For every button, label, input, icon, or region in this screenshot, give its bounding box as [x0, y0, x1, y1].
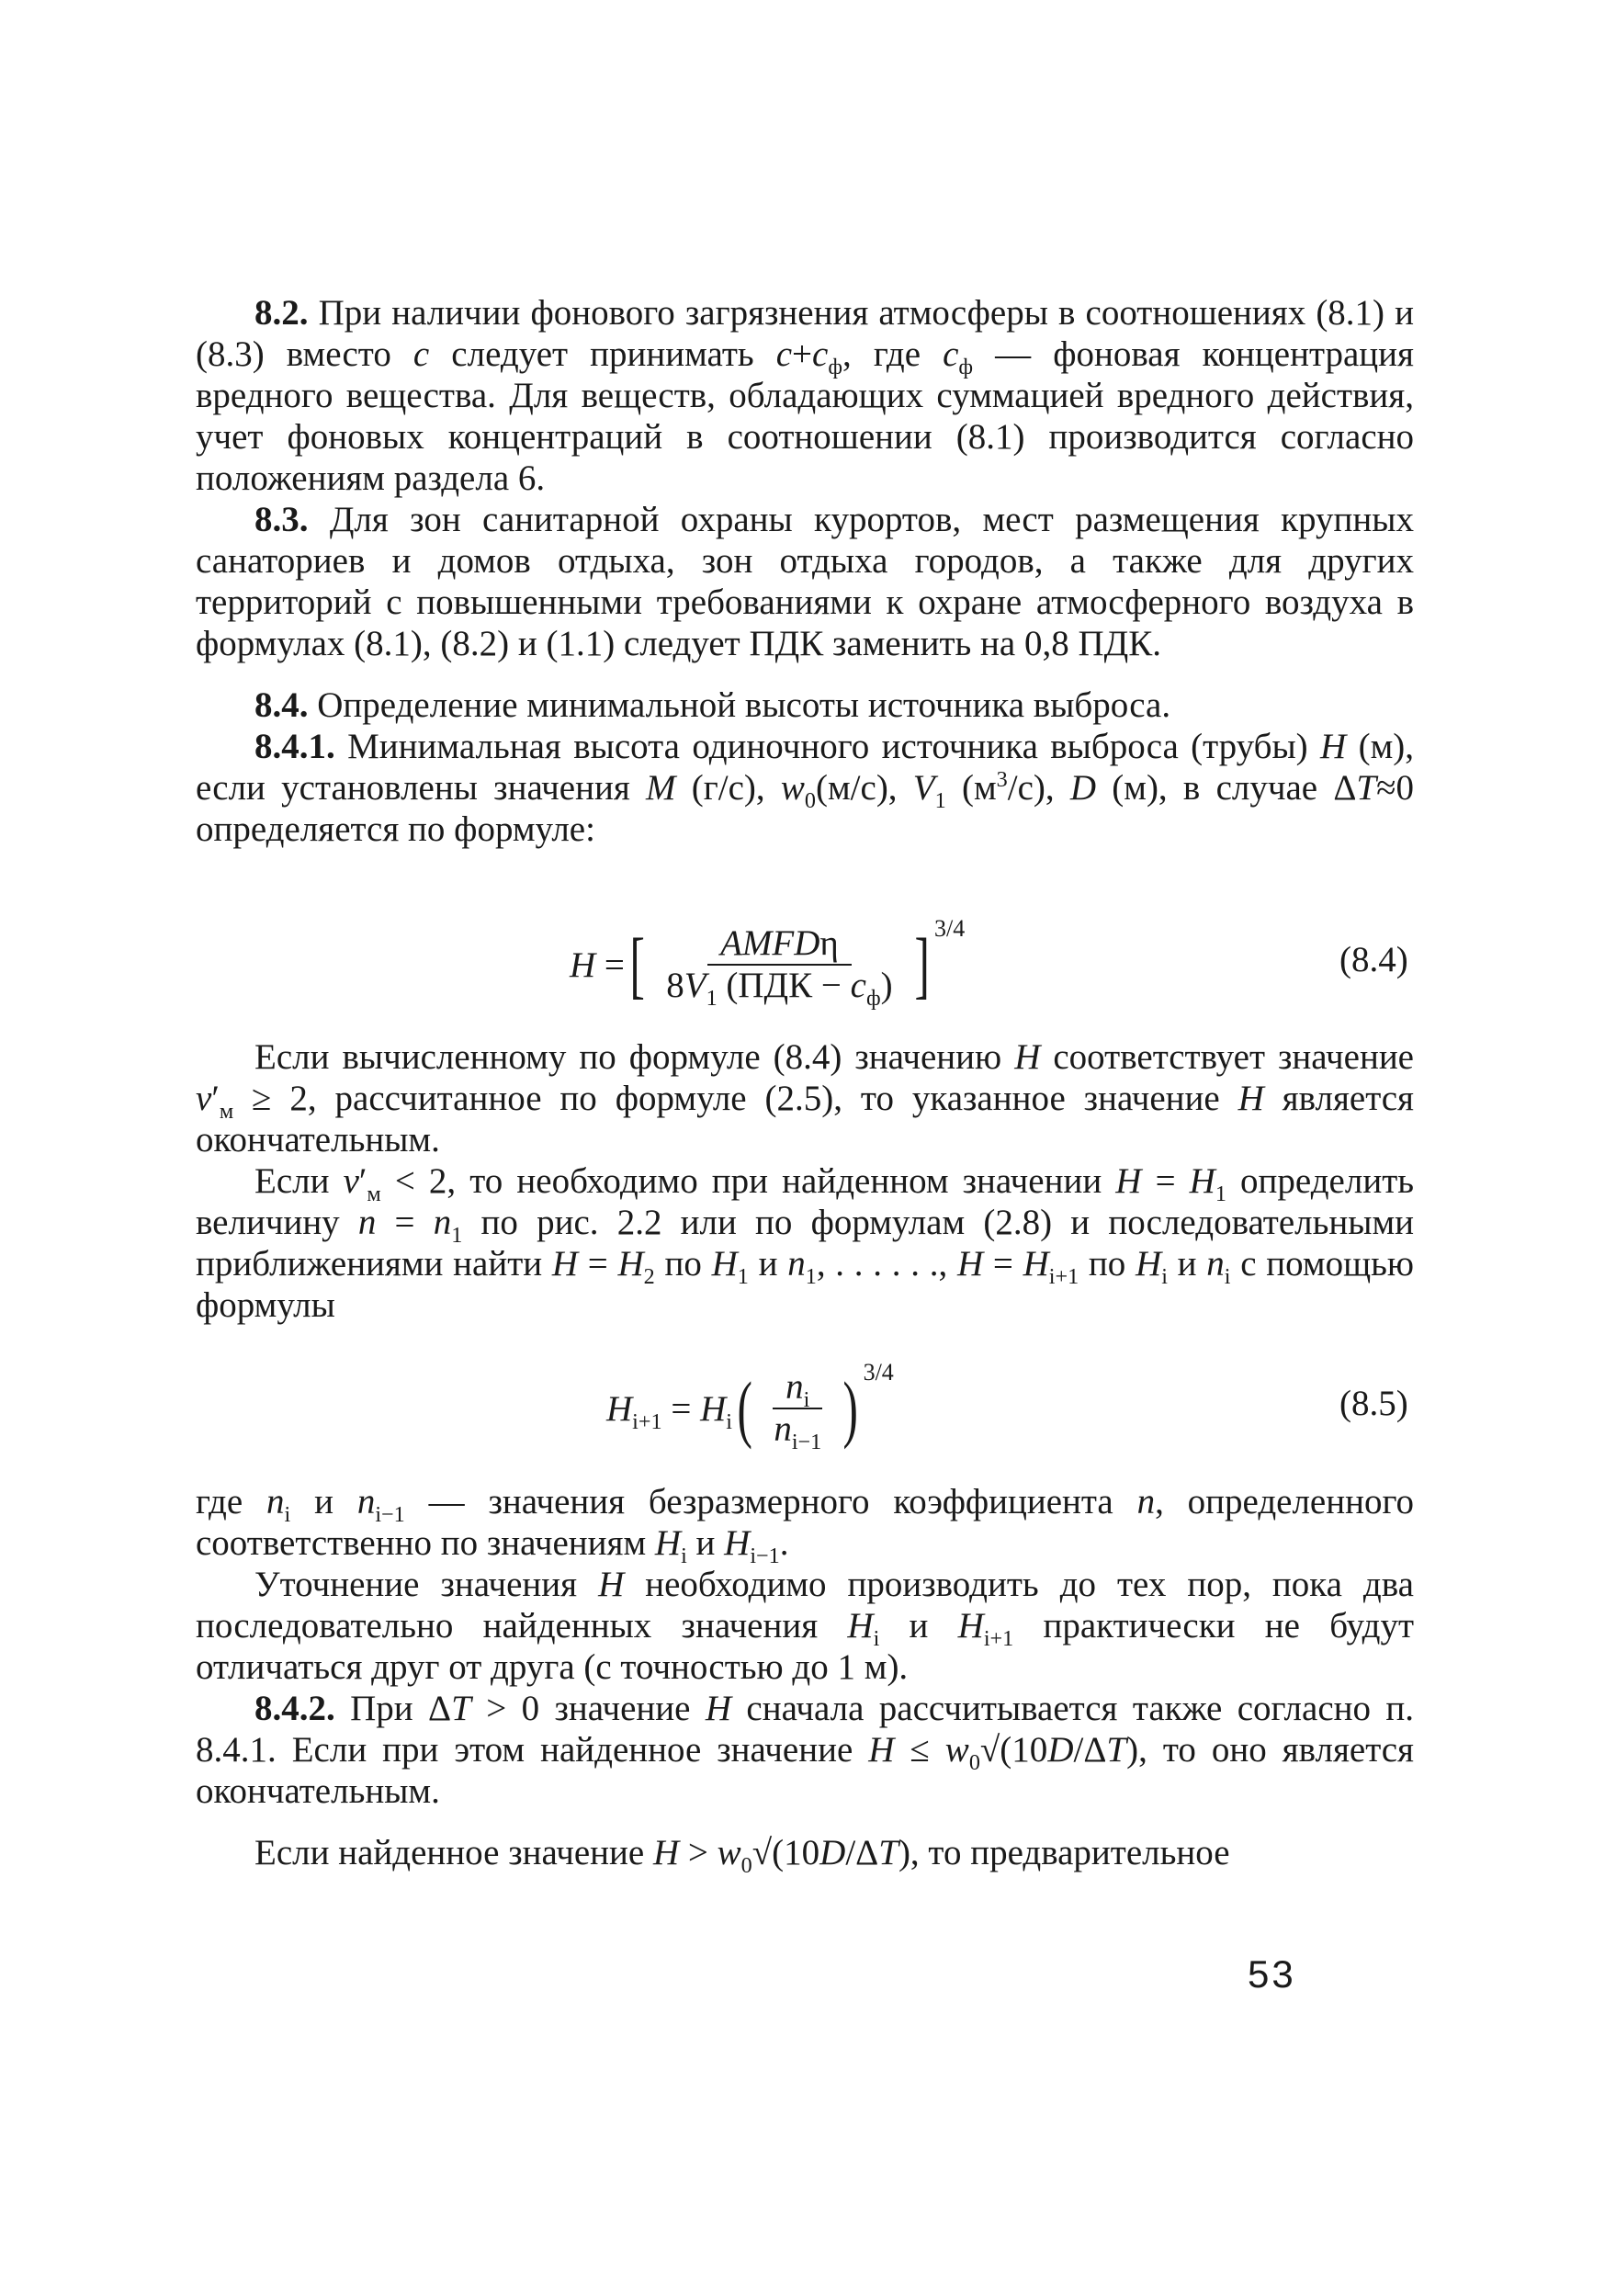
paragraph-where: где $n_i$ и $n_{i-1}$ — значения безразмерного коэффициента n, определенного соответственно по значениям $H_i$ и $H_{i-1}$. — [196, 1482, 1415, 1568]
formula-8-4-numerator: AMFDη — [707, 923, 852, 966]
paragraph-after-8-4: Если вычисленному по формуле (8.4) значению H соответствует значение $v'_м \ge 2$, рассчитанное по формуле (2.5), то указанное значение H является окончательным. — [196, 1037, 1414, 1159]
body-text-top — [196, 292, 1414, 850]
body-text-middle — [196, 1036, 1414, 1326]
equation-number-8-5: (8.5) — [1339, 1384, 1408, 1423]
paragraph-8-3: 8.3. Для зон санитарной охраны курортов, мест размещения крупных санаториев и домов отдыха, зон отдыха городов, а также для других территорий с повышенными требованиями к охране атмосферного воздуха в формулах (8.1), (8.2) и (1.1) следует ПДК заменить на 0,8 ПДК. — [196, 500, 1414, 663]
paragraph-8-4-2: 8.4.2. При ΔT > 0 значение H сначала рассчитывается также согласно п. 8.4.1. Если при этом найденное значение $H \le w_0√(10D/\Delta T)$, то оно является окончательным. — [196, 1689, 1415, 1811]
body-text-bottom — [196, 1481, 1415, 1878]
paragraph-v-less-2: Если $v'_м < 2$, то необходимо при найденном значении $H = H_1$ определить величину $n = n_1$ по рис. 2.2 или по формулам (2.8) и последовательными приближениями найти $H = H_2$ по $H_1$ и $n_1$, . . . . . ., $H = H_{i+1}$ по $H_i$ и $n_i$ с помощью формулы — [196, 1161, 1415, 1325]
formula-8-4: H = [ $\frac{\text{AMFDη}}{8V_1 (ПДК - c_ф)}$ ] 3/4 — [570, 915, 966, 1011]
formula-8-5: $H_{i+1} = H_i$ ( $\frac{n_i}{n_{i-1}}$ ) 3/4 — [606, 1359, 894, 1454]
formula-8-4-denominator: $8V_1$ $(ПДК - c_ф)$ — [666, 966, 893, 1011]
page-number: 53 — [1248, 1952, 1296, 1996]
equation-number-8-4: (8.4) — [1339, 940, 1408, 979]
heading-8-4: 8.4. Определение минимальной высоты источника выброса. — [254, 685, 1171, 725]
paragraph-8-4-1: 8.4.1. Минимальная высота одиночного источника выброса (трубы) H (м), если установлены значения M (г/с), $w_0(м/с)$, $V_1$ $(м^3/с)$, D (м), в случае ΔT≈0 определяется по формуле: — [196, 727, 1415, 849]
paragraph-refine: Уточнение значения H необходимо производить до тех пор, пока два последовательно найденных значения $H_i$ и $H_{i+1}$ практически не будут отличаться друг от друга (с точностью до 1 м). — [196, 1565, 1414, 1687]
paragraph-8-2: 8.2. При наличии фонового загрязнения атмосферы в соотношениях (8.1) и (8.3) вместо c следует принимать $c+c_ф$, где $c_ф$ — фоновая концентрация вредного вещества. Для веществ, обладающих суммацией вредного действия, учет фоновых концентраций в соотношении (8.1) производится согласно положениям раздела 6. — [196, 293, 1414, 498]
formula-8-5-numerator: $n_i$ — [773, 1367, 822, 1409]
paragraph-8-4-2-continued: Если найденное значение $H > w_0√(10D/\Delta T)$, то предварительное — [254, 1833, 1230, 1878]
formula-8-5-denominator: $n_{i-1}$ — [774, 1409, 822, 1454]
